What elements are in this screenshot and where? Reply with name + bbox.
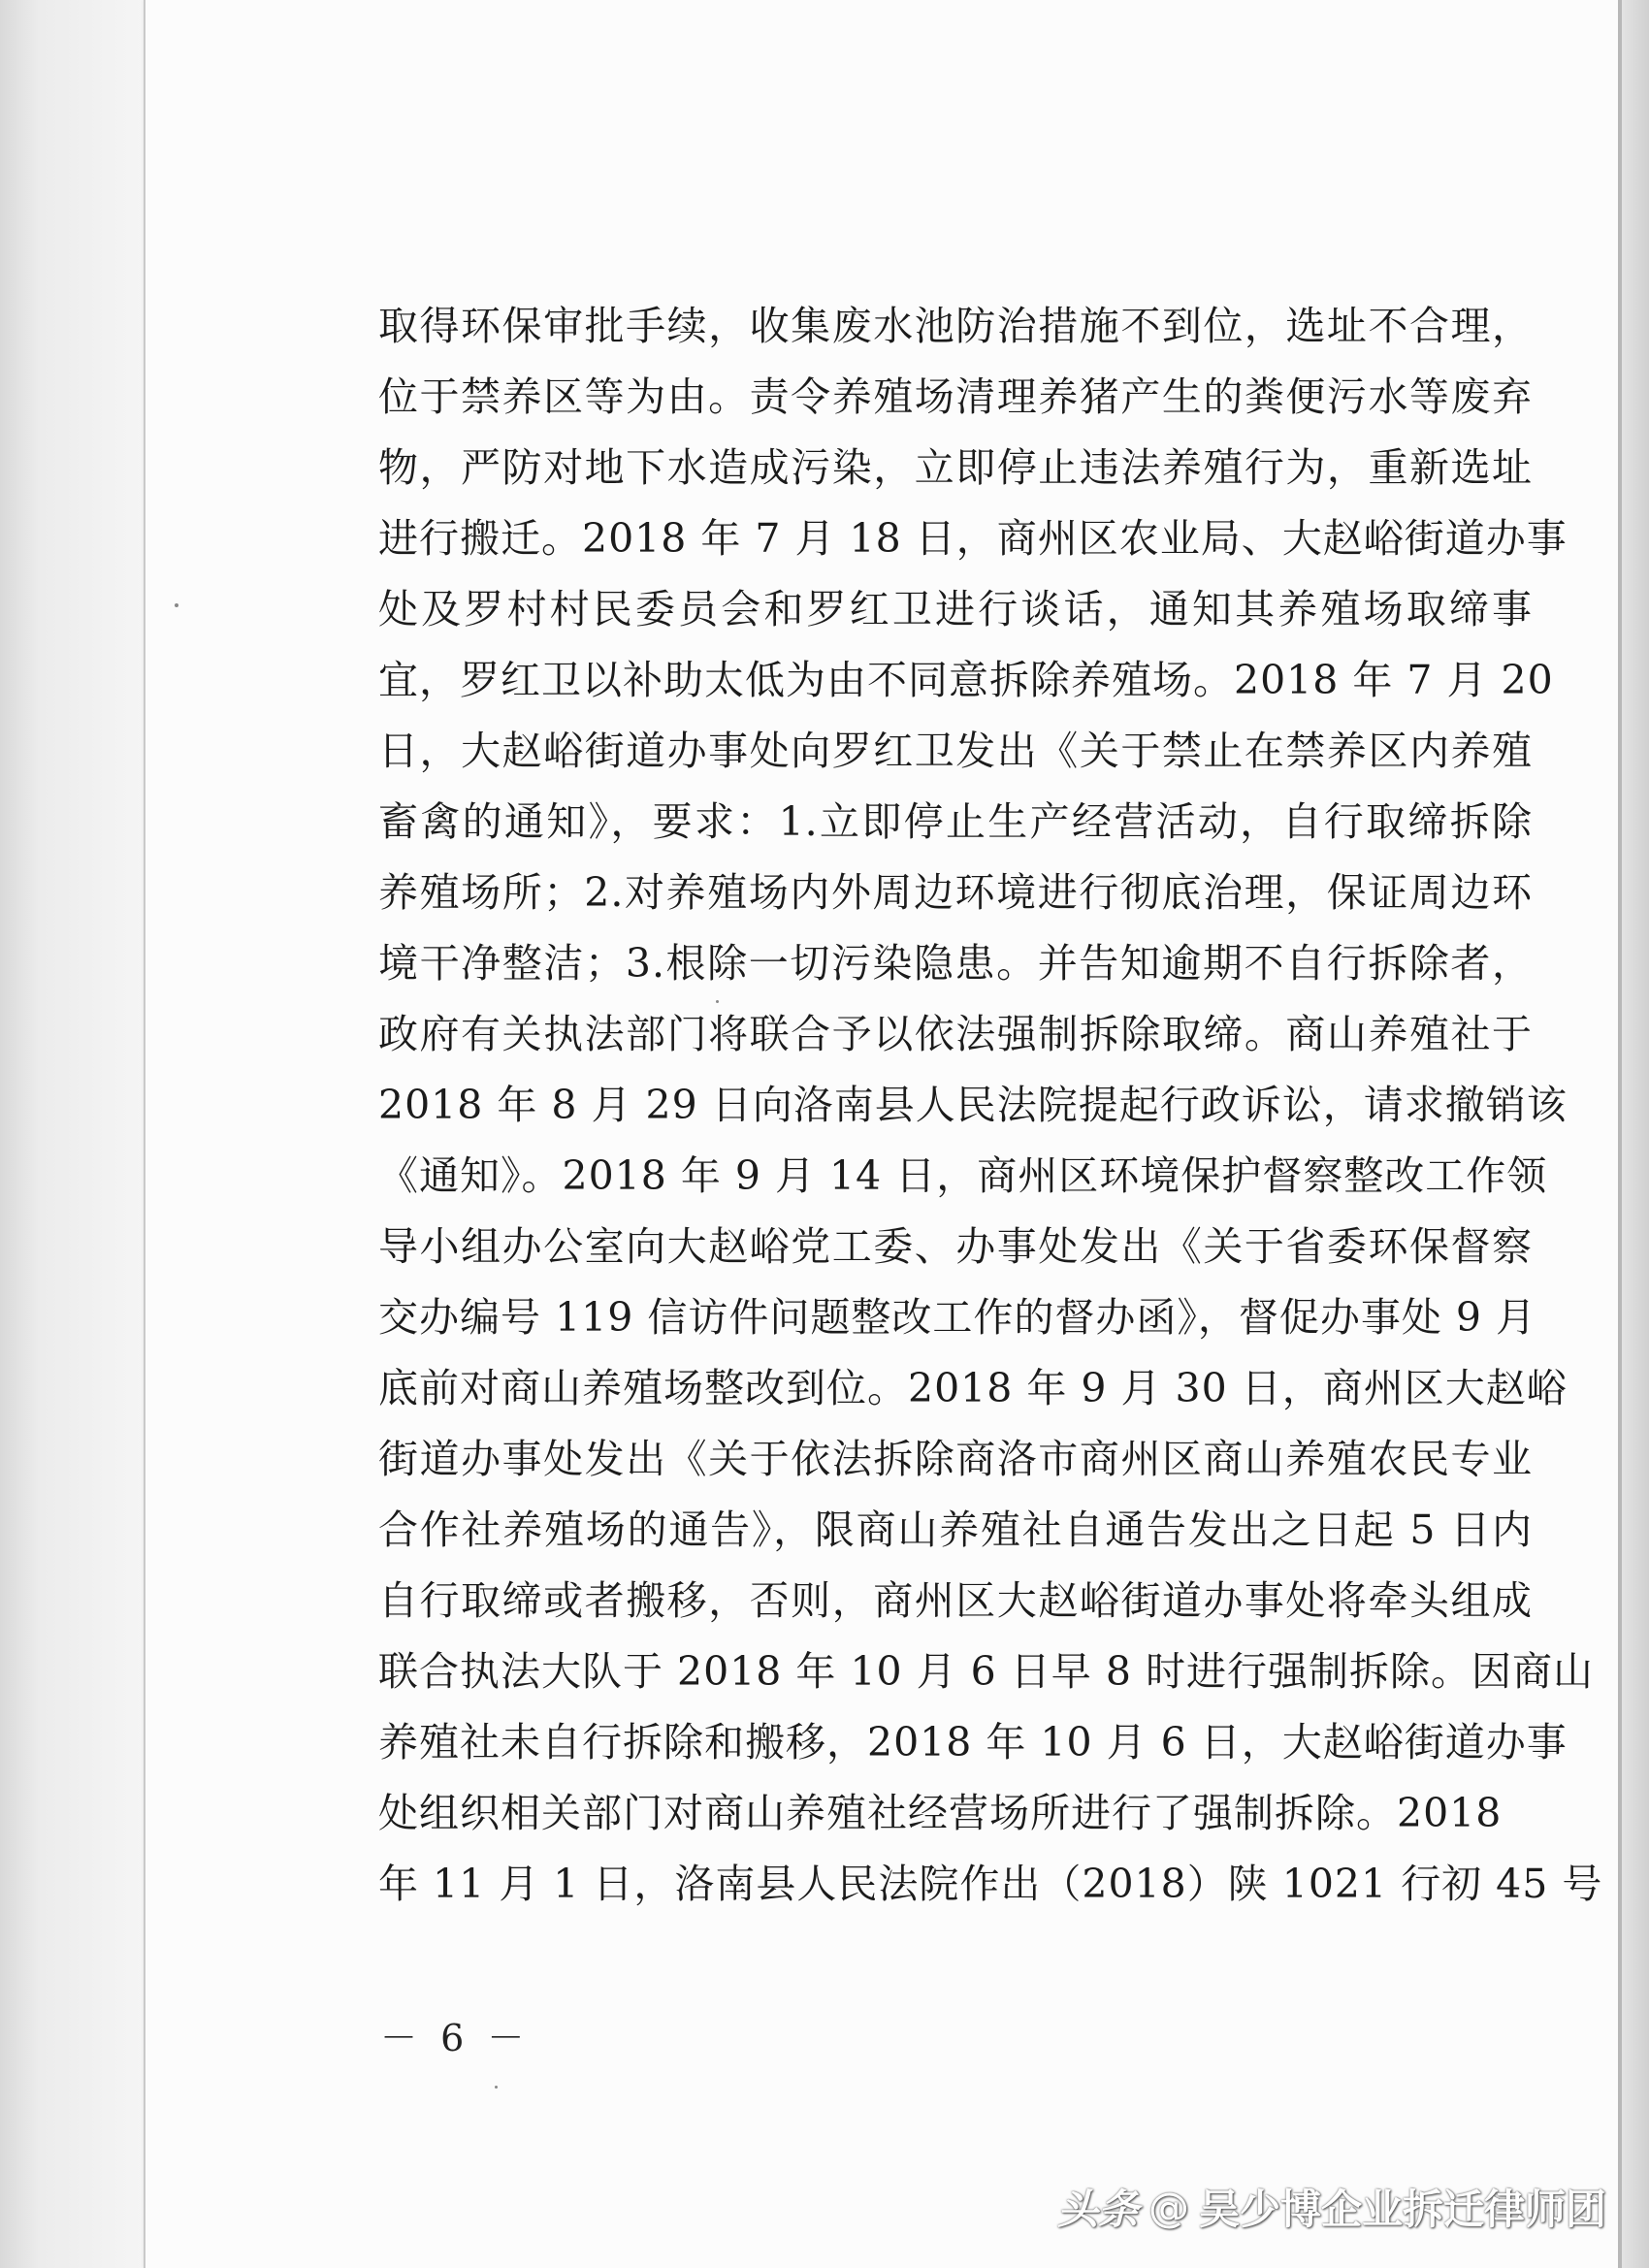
- text-line: 合作社养殖场的通告》，限商山养殖社自通告发出之日起 5 日内: [378, 1507, 1533, 1553]
- watermark-account: 吴少博企业拆迁律师团: [1199, 2186, 1607, 2233]
- scan-speck: [175, 603, 178, 607]
- text-line: 交办编号 119 信访件问题整改工作的督办函》，督促办事处 9 月: [378, 1294, 1536, 1341]
- text-line: 取得环保审批手续，收集废水池防治措施不到位，选址不合理，: [378, 303, 1533, 349]
- text-line: 养殖社未自行拆除和搬移，2018 年 10 月 6 日，大赵峪街道办事: [378, 1719, 1568, 1766]
- text-line: 处组织相关部门对商山养殖社经营场所进行了强制拆除。2018: [378, 1790, 1503, 1836]
- text-line: 位于禁养区等为由。责令养殖场清理养猪产生的粪便污水等废弃: [378, 373, 1533, 420]
- page-number: － 6 －: [380, 2017, 531, 2059]
- text-line: 日，大赵峪街道办事处向罗红卫发出《关于禁止在禁养区内养殖: [378, 728, 1533, 774]
- watermark: [1057, 2178, 1606, 2236]
- text-line: 自行取缔或者搬移，否则，商州区大赵峪街道办事处将牵头组成: [378, 1577, 1533, 1624]
- watermark-brand: 头条: [1057, 2186, 1140, 2233]
- text-line: 养殖场所；2.对养殖场内外周边环境进行彻底治理，保证周边环: [378, 869, 1533, 916]
- watermark-at-symbol: @: [1148, 2183, 1190, 2231]
- text-line: 畜禽的通知》，要求：1.立即停止生产经营活动，自行取缔拆除: [378, 798, 1533, 845]
- text-line: 年 11 月 1 日，洛南县人民法院作出（2018）陕 1021 行初 45 号: [378, 1861, 1603, 1907]
- text-line: 街道办事处发出《关于依法拆除商洛市商州区商山养殖农民专业: [378, 1436, 1533, 1482]
- text-line: 底前对商山养殖场整改到位。2018 年 9 月 30 日，商州区大赵峪: [378, 1365, 1568, 1411]
- text-line: 联合执法大队于 2018 年 10 月 6 日早 8 时进行强制拆除。因商山: [378, 1648, 1594, 1695]
- text-line: 物，严防对地下水造成污染，立即停止违法养殖行为，重新选址: [378, 444, 1533, 491]
- page-edge-shadow: [1618, 0, 1622, 2268]
- body-text: [378, 291, 1603, 1920]
- text-line: 《通知》。2018 年 9 月 14 日，商州区环境保护督察整改工作领: [378, 1152, 1548, 1199]
- text-line: 政府有关执法部门将联合予以依法强制拆除取缔。商山养殖社于: [378, 1011, 1533, 1057]
- text-line: 境干净整洁；3.根除一切污染隐患。并告知逾期不自行拆除者，: [378, 940, 1533, 987]
- text-line: 进行搬迁。2018 年 7 月 18 日，商州区农业局、大赵峪街道办事: [378, 515, 1568, 562]
- scan-speck: [495, 2086, 498, 2089]
- text-line: 处及罗村村民委员会和罗红卫进行谈话，通知其养殖场取缔事: [378, 586, 1533, 632]
- text-line: 导小组办公室向大赵峪党工委、办事处发出《关于省委环保督察: [378, 1223, 1533, 1270]
- text-line: 宜，罗红卫以补助太低为由不同意拆除养殖场。2018 年 7 月 20: [378, 657, 1554, 703]
- text-line: 2018 年 8 月 29 日向洛南县人民法院提起行政诉讼，请求撤销该: [378, 1082, 1568, 1128]
